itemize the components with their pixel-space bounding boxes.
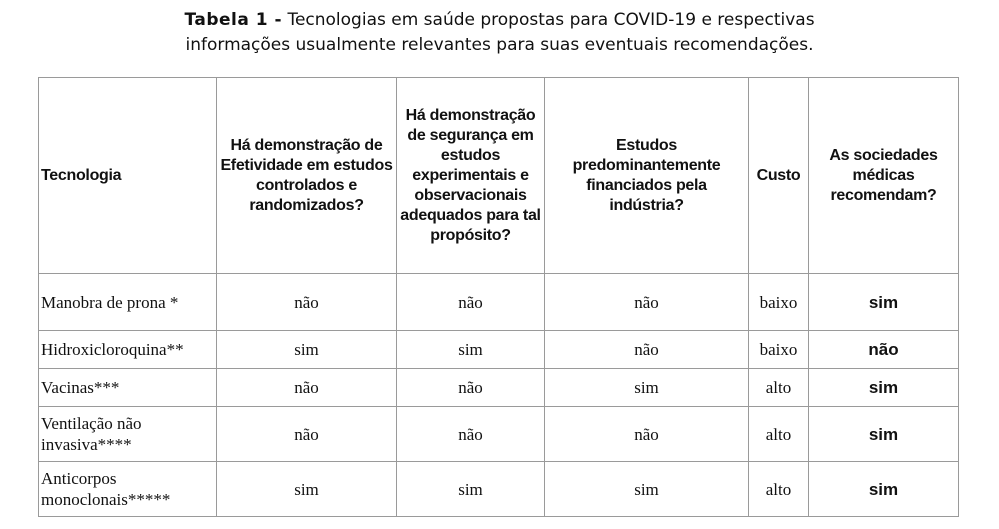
cell-efetividade: sim [217,331,397,369]
table-row [39,331,959,369]
cell-tecnologia: Vacinas*** [39,369,217,407]
table-row [39,407,959,462]
header-tecnologia: Tecnologia [39,78,217,274]
cell-tecnologia: Manobra de prona * [39,274,217,331]
cell-recomendacao: não [809,331,959,369]
cell-seguranca: não [397,369,545,407]
cell-seguranca: não [397,274,545,331]
cell-seguranca: sim [397,331,545,369]
header-financiamento: Estudos predominantemente financiados pela indústria? [545,78,749,274]
cell-tecnologia: Anticorpos monoclonais***** [39,462,217,517]
cell-seguranca: sim [397,462,545,517]
cell-efetividade: sim [217,462,397,517]
table-header-row [39,78,959,274]
cell-custo: baixo [749,274,809,331]
table-row [39,274,959,331]
caption-line-1 [0,8,999,33]
cell-recomendacao: sim [809,407,959,462]
table-row [39,369,959,407]
cell-efetividade: não [217,407,397,462]
cell-recomendacao: sim [809,462,959,517]
cell-efetividade: não [217,274,397,331]
caption-label: Tabela 1 - [184,10,283,30]
cell-efetividade: não [217,369,397,407]
cell-custo: alto [749,407,809,462]
cell-custo: baixo [749,331,809,369]
cell-custo: alto [749,369,809,407]
table-row [39,462,959,517]
technologies-table [38,77,959,517]
table-caption [0,8,999,58]
cell-recomendacao: sim [809,369,959,407]
cell-seguranca: não [397,407,545,462]
header-seguranca: Há demonstração de segurança em estudos experimentais e observacionais adequados para tal propósito? [397,78,545,274]
header-efetividade: Há demonstração de Efetividade em estudos controlados e randomizados? [217,78,397,274]
caption-line-2: informações usualmente relevantes para suas eventuais recomendações. [185,35,814,55]
cell-financiamento: não [545,274,749,331]
cell-financiamento: sim [545,462,749,517]
cell-financiamento: sim [545,369,749,407]
cell-financiamento: não [545,407,749,462]
header-custo: Custo [749,78,809,274]
cell-custo: alto [749,462,809,517]
cell-financiamento: não [545,331,749,369]
cell-tecnologia: Hidroxicloroquina** [39,331,217,369]
header-recomendacao: As sociedades médicas recomendam? [809,78,959,274]
cell-tecnologia: Ventilação não invasiva**** [39,407,217,462]
caption-title: Tecnologias em saúde propostas para COVID-19 e respectivas [287,10,815,30]
cell-recomendacao: sim [809,274,959,331]
